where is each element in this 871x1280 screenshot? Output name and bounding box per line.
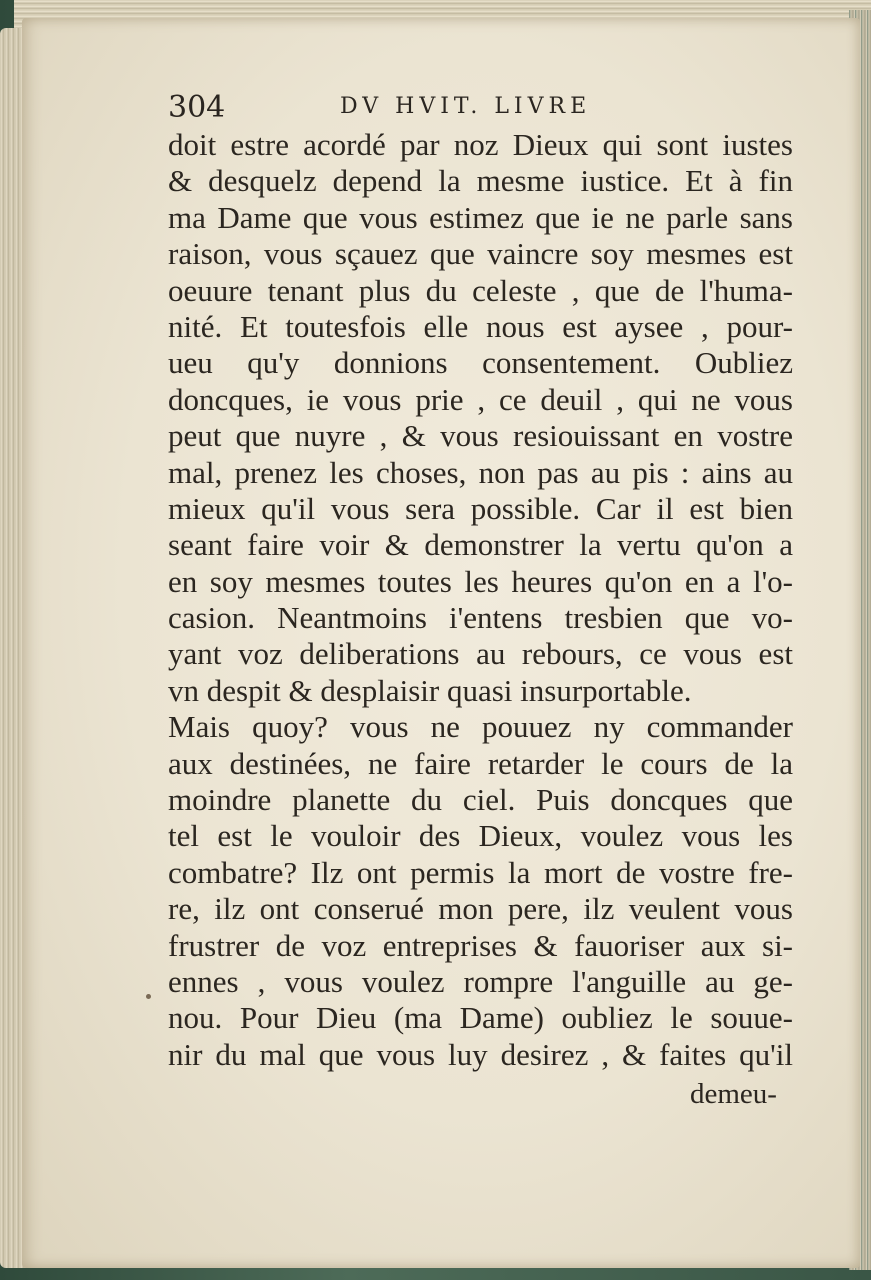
text-line: peut que nuyre , & vous resiouissant en vostre (168, 418, 793, 454)
text-line: ma Dame que vous estimez que ie ne parle sans (168, 199, 793, 235)
running-head: DV HVIT. LIVRE (340, 94, 592, 119)
text-line: raison, vous sçauez que vaincre soy mesmes est (168, 236, 793, 272)
paper-speck (146, 994, 151, 999)
text-line: yant voz deliberations au rebours, ce vous est (168, 636, 793, 672)
text-line: ennes , vous voulez rompre l'anguille au ge- (168, 963, 793, 999)
text-line: nité. Et toutesfois elle nous est aysee , pour- (168, 308, 793, 344)
text-line: ueu qu'y donnions consentement. Oubliez (168, 345, 793, 381)
text-line: vn despit & desplaisir quasi insurportable. (168, 672, 692, 708)
text-line: mieux qu'il vous sera possible. Car il est bien (168, 490, 793, 526)
text-line: Mais quoy? vous ne pouuez ny commander (168, 709, 793, 745)
text-line: re, ilz ont conserué mon pere, ilz veulent vous (168, 891, 793, 927)
text-line: aux destinées, ne faire retarder le cours de la (168, 745, 793, 781)
text-line: nou. Pour Dieu (ma Dame) oubliez le souue- (168, 1000, 793, 1036)
text-line: en soy mesmes toutes les heures qu'on en a l'o- (168, 563, 793, 599)
text-line: doncques, ie vous prie , ce deuil , qui ne vous (168, 381, 793, 417)
text-line: tel est le vouloir des Dieux, voulez vous les (168, 818, 793, 854)
page-number: 304 (168, 90, 226, 125)
text-line: & desquelz depend la mesme iustice. Et à fin (168, 163, 793, 199)
text-line: nir du mal que vous luy desirez , & faites qu'il (168, 1036, 793, 1072)
text-line: moindre planette du ciel. Puis doncques que (168, 782, 793, 818)
text-line: mal, prenez les choses, non pas au pis : ains au (168, 454, 793, 490)
text-line: doit estre acordé par noz Dieux qui sont iustes (168, 127, 793, 162)
text-line: oeuure tenant plus du celeste , que de l'huma- (168, 272, 793, 308)
text-line: seant faire voir & demonstrer la vertu qu'on a (168, 527, 793, 563)
text-line: casion. Neantmoins i'entens tresbien que vo- (168, 600, 793, 636)
body-text (168, 127, 793, 1073)
text-line: combatre? Ilz ont permis la mort de vostre fre- (168, 854, 793, 890)
catchword: demeu- (690, 1078, 777, 1110)
text-line: frustrer de voz entreprises & fauoriser aux si- (168, 927, 793, 963)
